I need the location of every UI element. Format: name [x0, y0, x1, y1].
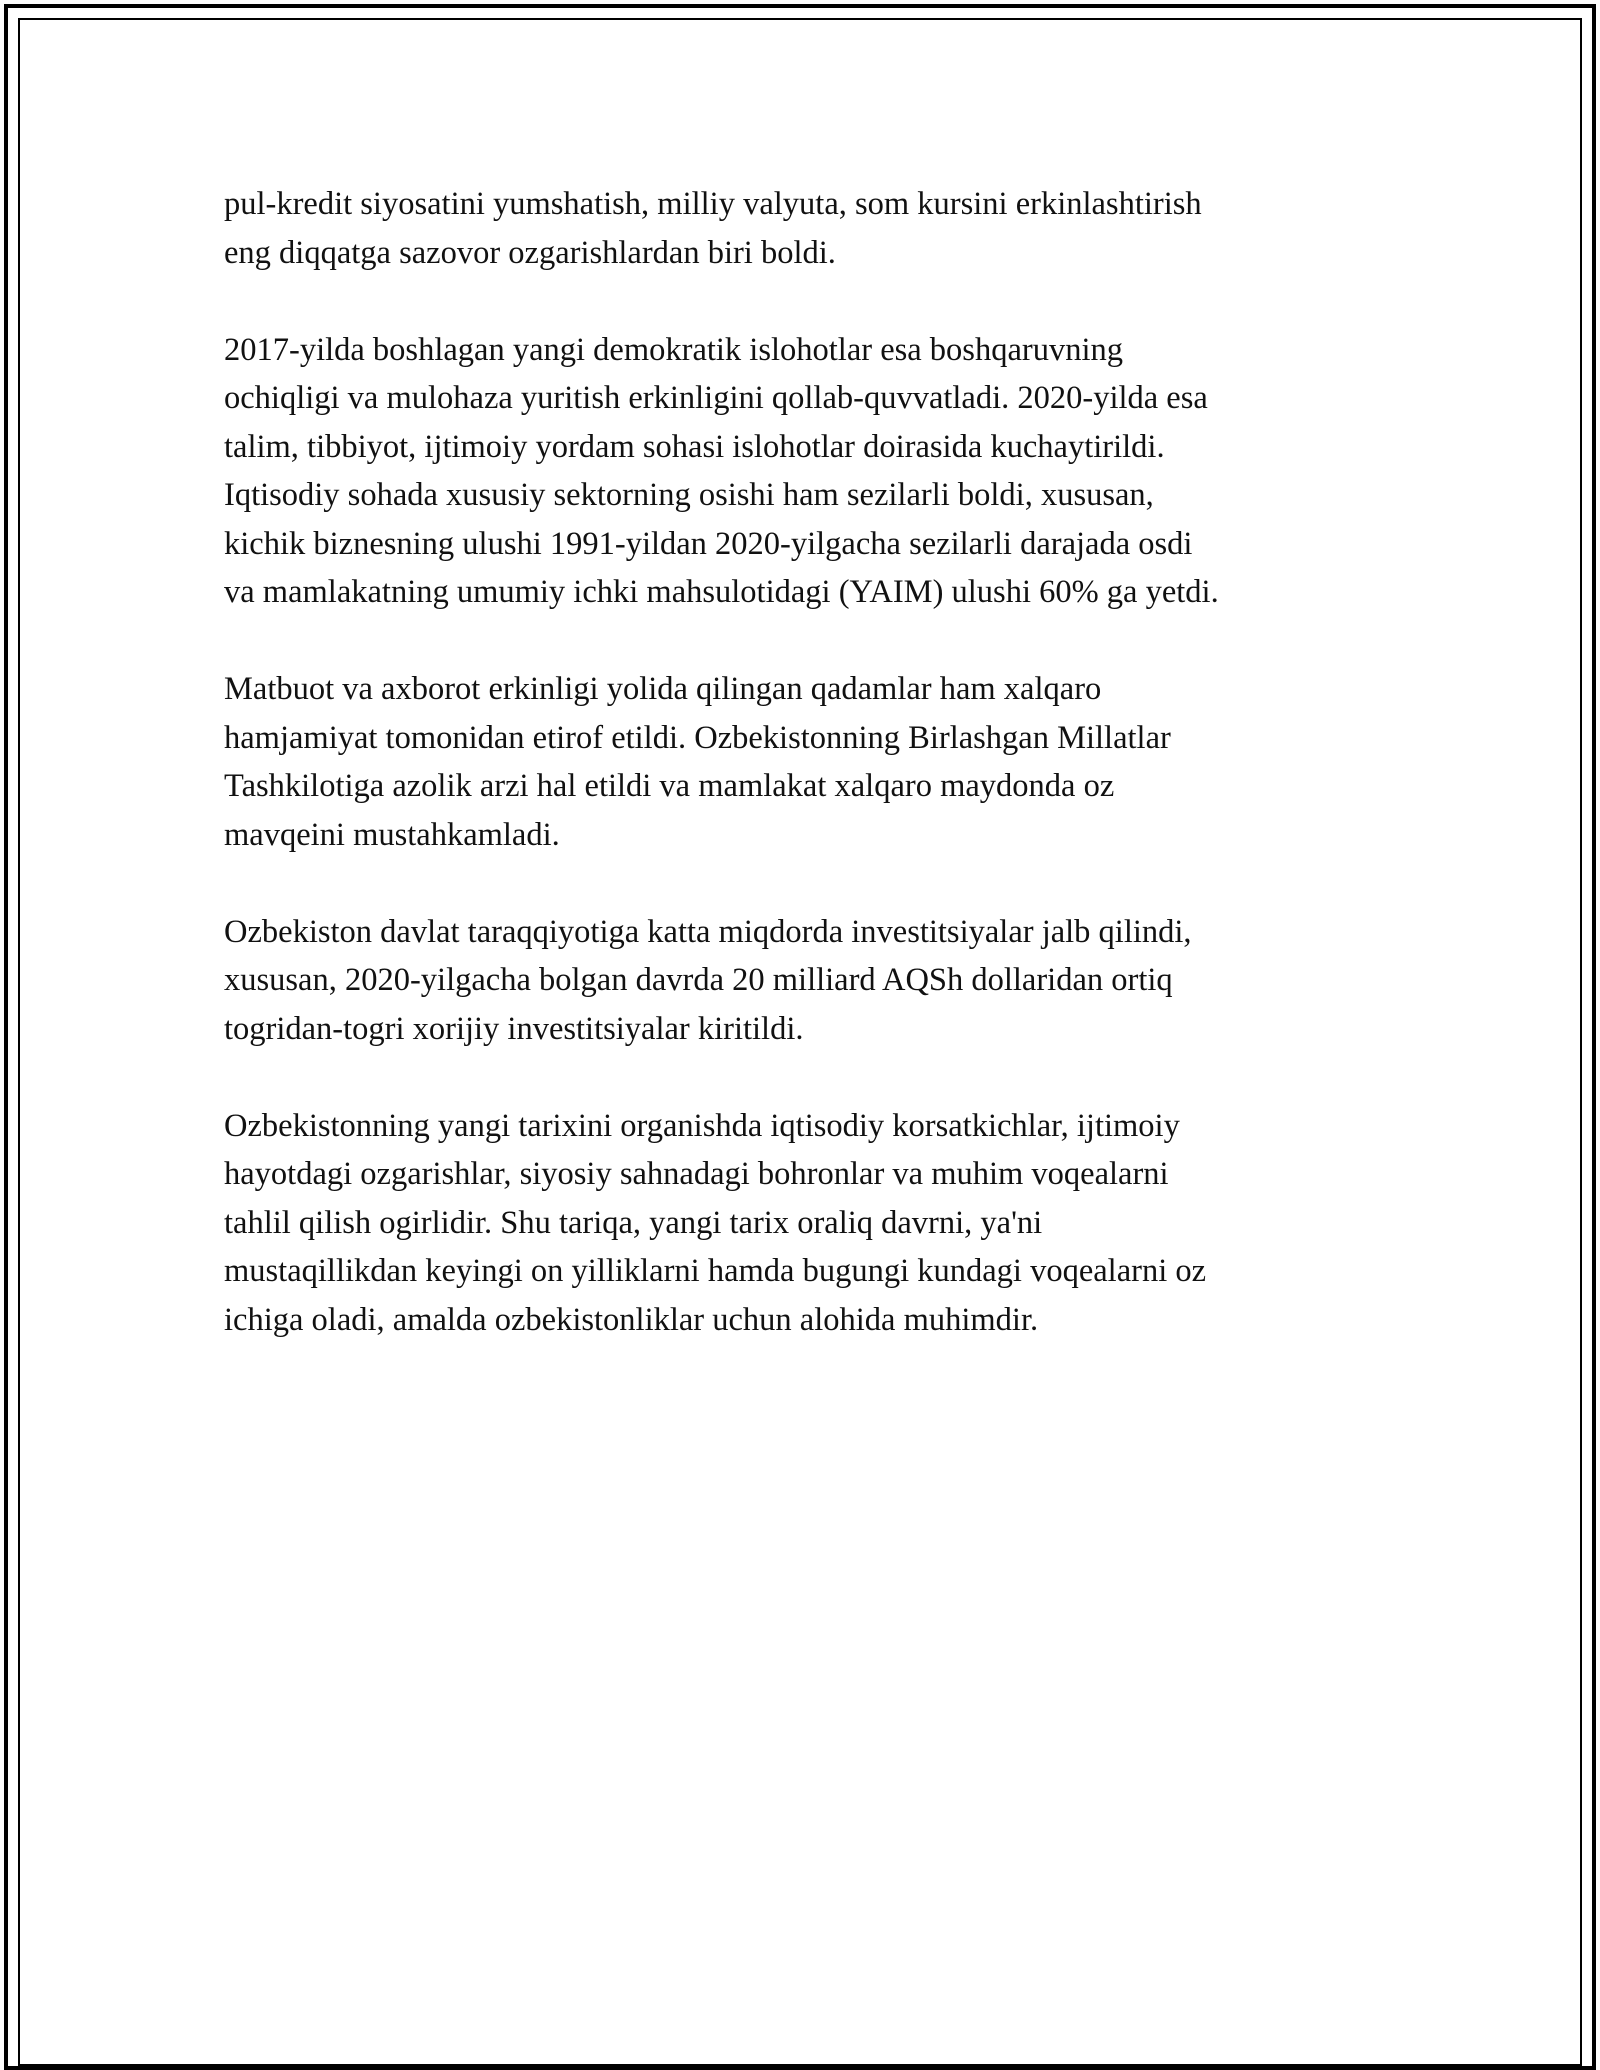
- paragraph-line: tahlil qilish ogirlidir. Shu tariqa, yangi tarix oraliq davrni, ya'ni: [224, 1204, 1043, 1241]
- paragraph-1: [224, 180, 1364, 277]
- paragraph-line: Ozbekistonning yangi tarixini organishda iqtisodiy korsatkichlar, ijtimoiy: [224, 1107, 1180, 1144]
- document-body: [224, 180, 1364, 1393]
- paragraph-line: ochiqligi va mulohaza yuritish erkinligini qollab-quvvatladi. 2020-yilda esa: [224, 380, 1208, 416]
- paragraph-line: va mamlakatning umumiy ichki mahsulotidagi (YAIM) ulushi 60% ga yetdi.: [224, 574, 1219, 610]
- paragraph-4: [224, 908, 1364, 1054]
- paragraph-line: Iqtisodiy sohada xususiy sektorning osishi ham sezilarli boldi, xususan,: [224, 477, 1154, 513]
- paragraph-line: 2017-yilda boshlagan yangi demokratik islohotlar esa boshqaruvning: [224, 331, 1123, 368]
- paragraph-line: talim, tibbiyot, ijtimoiy yordam sohasi islohotlar doirasida kuchaytirildi.: [224, 428, 1165, 465]
- paragraph-line: Ozbekiston davlat taraqqiyotiga katta miqdorda investitsiyalar jalb qilindi,: [224, 913, 1192, 950]
- paragraph-line: Tashkilotiga azolik arzi hal etildi va mamlakat xalqaro maydonda oz: [224, 768, 1115, 804]
- paragraph-line: hayotdagi ozgarishlar, siyosiy sahnadagi bohronlar va muhim voqealarni: [224, 1156, 1169, 1192]
- paragraph-line: hamjamiyat tomonidan etirof etildi. Ozbekistonning Birlashgan Millatlar: [224, 719, 1171, 756]
- paragraph-line: kichik biznesning ulushi 1991-yildan 2020-yilgacha sezilarli darajada osdi: [224, 525, 1193, 562]
- paragraph-line: pul-kredit siyosatini yumshatish, milliy valyuta, som kursini erkinlashtirish: [224, 186, 1202, 222]
- paragraph-line: Matbuot va axborot erkinligi yolida qilingan qadamlar ham xalqaro: [224, 671, 1102, 707]
- paragraph-line: mavqeini mustahkamladi.: [224, 816, 560, 853]
- paragraph-2: [224, 326, 1364, 617]
- paragraph-line: ichiga oladi, amalda ozbekistonliklar uchun alohida muhimdir.: [224, 1301, 1039, 1338]
- paragraph-line: xususan, 2020-yilgacha bolgan davrda 20 milliard AQSh dollaridan ortiq: [224, 962, 1173, 998]
- paragraph-line: togridan-togri xorijiy investitsiyalar kiritildi.: [224, 1010, 804, 1047]
- paragraph-3: [224, 665, 1364, 859]
- paragraph-5: [224, 1102, 1364, 1345]
- paragraph-line: mustaqillikdan keyingi on yilliklarni hamda bugungi kundagi voqealarni oz: [224, 1253, 1207, 1289]
- paragraph-line: eng diqqatga sazovor ozgarishlardan biri boldi.: [224, 234, 836, 271]
